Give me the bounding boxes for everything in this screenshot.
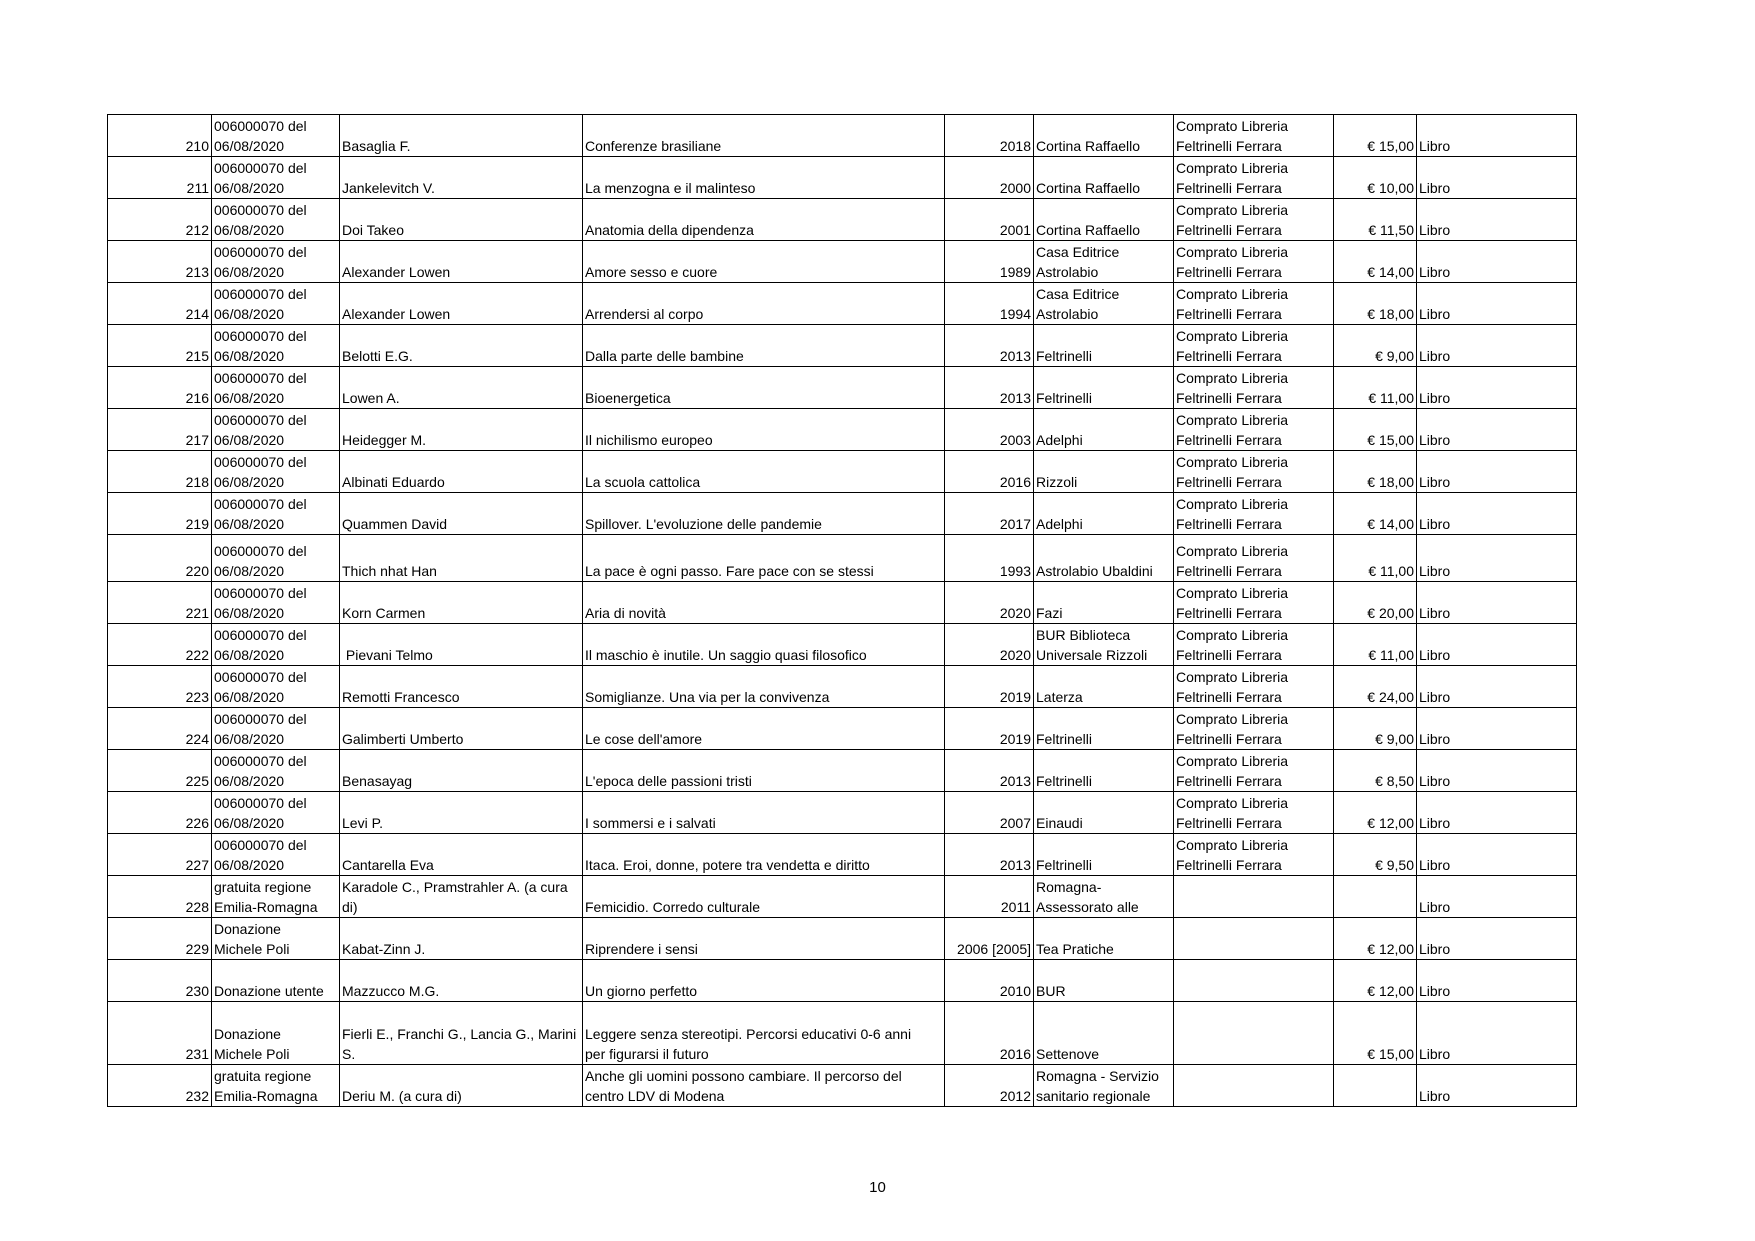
material-type-cell: Libro bbox=[1417, 157, 1577, 199]
material-type-cell: Libro bbox=[1417, 792, 1577, 834]
price-cell: € 8,50 bbox=[1334, 750, 1417, 792]
table-row bbox=[108, 624, 1577, 666]
author-cell: Mazzucco M.G. bbox=[340, 960, 583, 1002]
price-cell bbox=[1334, 876, 1417, 918]
row-number-cell: 224 bbox=[108, 708, 212, 750]
price-cell: € 18,00 bbox=[1334, 451, 1417, 493]
document-ref-cell: 006000070 del 06/08/2020 bbox=[212, 451, 340, 493]
document-ref-cell: 006000070 del 06/08/2020 bbox=[212, 708, 340, 750]
book-title-cell: Le cose dell'amore bbox=[583, 708, 945, 750]
price-cell: € 15,00 bbox=[1334, 1002, 1417, 1065]
book-title-cell: Riprendere i sensi bbox=[583, 918, 945, 960]
acquisition-source-cell: Comprato Libreria Feltrinelli Ferrara bbox=[1174, 624, 1334, 666]
acquisition-source-cell: Comprato Libreria Feltrinelli Ferrara bbox=[1174, 199, 1334, 241]
publisher-cell: Laterza bbox=[1034, 666, 1174, 708]
document-ref-cell: gratuita regione Emilia-Romagna bbox=[212, 1065, 340, 1107]
price-cell: € 24,00 bbox=[1334, 666, 1417, 708]
material-type-cell: Libro bbox=[1417, 241, 1577, 283]
acquisition-source-cell: Comprato Libreria Feltrinelli Ferrara bbox=[1174, 157, 1334, 199]
book-title-cell: L'epoca delle passioni tristi bbox=[583, 750, 945, 792]
publisher-cell: Feltrinelli bbox=[1034, 708, 1174, 750]
publisher-cell: Cortina Raffaello bbox=[1034, 115, 1174, 157]
row-number-cell: 212 bbox=[108, 199, 212, 241]
document-ref-cell: 006000070 del 06/08/2020 bbox=[212, 666, 340, 708]
book-title-cell: Anche gli uomini possono cambiare. Il percorso del centro LDV di Modena bbox=[583, 1065, 945, 1107]
year-cell: 2017 bbox=[945, 493, 1034, 535]
acquisition-source-cell: Comprato Libreria Feltrinelli Ferrara bbox=[1174, 367, 1334, 409]
price-cell: € 9,00 bbox=[1334, 325, 1417, 367]
row-number-cell: 221 bbox=[108, 582, 212, 624]
row-number-cell: 219 bbox=[108, 493, 212, 535]
acquisition-source-cell: Comprato Libreria Feltrinelli Ferrara bbox=[1174, 283, 1334, 325]
document-ref-cell: 006000070 del 06/08/2020 bbox=[212, 582, 340, 624]
row-number-cell: 213 bbox=[108, 241, 212, 283]
table-row bbox=[108, 792, 1577, 834]
table-row bbox=[108, 834, 1577, 876]
author-cell: Remotti Francesco bbox=[340, 666, 583, 708]
acquisition-source-cell: Comprato Libreria Feltrinelli Ferrara bbox=[1174, 792, 1334, 834]
author-cell: Alexander Lowen bbox=[340, 283, 583, 325]
row-number-cell: 227 bbox=[108, 834, 212, 876]
row-number-cell: 228 bbox=[108, 876, 212, 918]
material-type-cell: Libro bbox=[1417, 199, 1577, 241]
table-row bbox=[108, 918, 1577, 960]
acquisition-source-cell: Comprato Libreria Feltrinelli Ferrara bbox=[1174, 241, 1334, 283]
row-number-cell: 226 bbox=[108, 792, 212, 834]
year-cell: 2016 bbox=[945, 1002, 1034, 1065]
author-cell: Basaglia F. bbox=[340, 115, 583, 157]
price-cell: € 12,00 bbox=[1334, 918, 1417, 960]
year-cell: 1994 bbox=[945, 283, 1034, 325]
material-type-cell: Libro bbox=[1417, 918, 1577, 960]
year-cell: 1989 bbox=[945, 241, 1034, 283]
acquisition-source-cell bbox=[1174, 918, 1334, 960]
acquisition-source-cell bbox=[1174, 876, 1334, 918]
price-cell: € 11,00 bbox=[1334, 367, 1417, 409]
author-cell: Pievani Telmo bbox=[340, 624, 583, 666]
material-type-cell: Libro bbox=[1417, 708, 1577, 750]
year-cell: 2012 bbox=[945, 1065, 1034, 1107]
publisher-cell: Romagna- Assessorato alle bbox=[1034, 876, 1174, 918]
table-row bbox=[108, 582, 1577, 624]
acquisition-source-cell: Comprato Libreria Feltrinelli Ferrara bbox=[1174, 750, 1334, 792]
table-row bbox=[108, 451, 1577, 493]
price-cell: € 11,00 bbox=[1334, 624, 1417, 666]
acquisition-source-cell: Comprato Libreria Feltrinelli Ferrara bbox=[1174, 493, 1334, 535]
document-ref-cell: 006000070 del 06/08/2020 bbox=[212, 199, 340, 241]
row-number-cell: 214 bbox=[108, 283, 212, 325]
inventory-table bbox=[107, 114, 1577, 1107]
document-ref-cell: 006000070 del 06/08/2020 bbox=[212, 535, 340, 582]
author-cell: Benasayag bbox=[340, 750, 583, 792]
table-row bbox=[108, 960, 1577, 1002]
row-number-cell: 218 bbox=[108, 451, 212, 493]
row-number-cell: 217 bbox=[108, 409, 212, 451]
publisher-cell: Adelphi bbox=[1034, 493, 1174, 535]
year-cell: 2003 bbox=[945, 409, 1034, 451]
material-type-cell: Libro bbox=[1417, 451, 1577, 493]
price-cell: € 15,00 bbox=[1334, 115, 1417, 157]
document-ref-cell: 006000070 del 06/08/2020 bbox=[212, 157, 340, 199]
row-number-cell: 211 bbox=[108, 157, 212, 199]
table-row bbox=[108, 1065, 1577, 1107]
document-ref-cell: 006000070 del 06/08/2020 bbox=[212, 834, 340, 876]
book-title-cell: Femicidio. Corredo culturale bbox=[583, 876, 945, 918]
document-ref-cell: 006000070 del 06/08/2020 bbox=[212, 283, 340, 325]
row-number-cell: 222 bbox=[108, 624, 212, 666]
row-number-cell: 231 bbox=[108, 1002, 212, 1065]
publisher-cell: BUR bbox=[1034, 960, 1174, 1002]
row-number-cell: 232 bbox=[108, 1065, 212, 1107]
author-cell: Alexander Lowen bbox=[340, 241, 583, 283]
year-cell: 2007 bbox=[945, 792, 1034, 834]
row-number-cell: 225 bbox=[108, 750, 212, 792]
book-title-cell: Conferenze brasiliane bbox=[583, 115, 945, 157]
table-row bbox=[108, 115, 1577, 157]
author-cell: Lowen A. bbox=[340, 367, 583, 409]
document-ref-cell: 006000070 del 06/08/2020 bbox=[212, 750, 340, 792]
year-cell: 2013 bbox=[945, 367, 1034, 409]
publisher-cell: Tea Pratiche bbox=[1034, 918, 1174, 960]
material-type-cell: Libro bbox=[1417, 283, 1577, 325]
document-ref-cell: 006000070 del 06/08/2020 bbox=[212, 115, 340, 157]
material-type-cell: Libro bbox=[1417, 624, 1577, 666]
author-cell: Levi P. bbox=[340, 792, 583, 834]
acquisition-source-cell: Comprato Libreria Feltrinelli Ferrara bbox=[1174, 666, 1334, 708]
price-cell: € 12,00 bbox=[1334, 792, 1417, 834]
table-row bbox=[108, 157, 1577, 199]
year-cell: 2006 [2005] bbox=[945, 918, 1034, 960]
table-row bbox=[108, 876, 1577, 918]
price-cell: € 10,00 bbox=[1334, 157, 1417, 199]
price-cell bbox=[1334, 1065, 1417, 1107]
material-type-cell: Libro bbox=[1417, 325, 1577, 367]
publisher-cell: Casa Editrice Astrolabio bbox=[1034, 283, 1174, 325]
row-number-cell: 223 bbox=[108, 666, 212, 708]
price-cell: € 9,00 bbox=[1334, 708, 1417, 750]
table-row bbox=[108, 241, 1577, 283]
publisher-cell: Rizzoli bbox=[1034, 451, 1174, 493]
price-cell: € 15,00 bbox=[1334, 409, 1417, 451]
row-number-cell: 216 bbox=[108, 367, 212, 409]
document-ref-cell: Donazione Michele Poli bbox=[212, 1002, 340, 1065]
author-cell: Deriu M. (a cura di) bbox=[340, 1065, 583, 1107]
book-title-cell: Spillover. L'evoluzione delle pandemie bbox=[583, 493, 945, 535]
author-cell: Quammen David bbox=[340, 493, 583, 535]
price-cell: € 20,00 bbox=[1334, 582, 1417, 624]
table-row bbox=[108, 1002, 1577, 1065]
price-cell: € 14,00 bbox=[1334, 241, 1417, 283]
publisher-cell: Adelphi bbox=[1034, 409, 1174, 451]
author-cell: Albinati Eduardo bbox=[340, 451, 583, 493]
table-row bbox=[108, 325, 1577, 367]
book-title-cell: La pace è ogni passo. Fare pace con se stessi bbox=[583, 535, 945, 582]
document-ref-cell: 006000070 del 06/08/2020 bbox=[212, 792, 340, 834]
year-cell: 2011 bbox=[945, 876, 1034, 918]
document-ref-cell: 006000070 del 06/08/2020 bbox=[212, 367, 340, 409]
material-type-cell: Libro bbox=[1417, 582, 1577, 624]
acquisition-source-cell: Comprato Libreria Feltrinelli Ferrara bbox=[1174, 582, 1334, 624]
material-type-cell: Libro bbox=[1417, 960, 1577, 1002]
material-type-cell: Libro bbox=[1417, 666, 1577, 708]
author-cell: Karadole C., Pramstrahler A. (a cura di) bbox=[340, 876, 583, 918]
inventory-sheet bbox=[107, 114, 1577, 1107]
book-title-cell: Bioenergetica bbox=[583, 367, 945, 409]
table-row bbox=[108, 535, 1577, 582]
year-cell: 2013 bbox=[945, 750, 1034, 792]
author-cell: Fierli E., Franchi G., Lancia G., Marini S. bbox=[340, 1002, 583, 1065]
year-cell: 2019 bbox=[945, 666, 1034, 708]
table-row bbox=[108, 367, 1577, 409]
row-number-cell: 229 bbox=[108, 918, 212, 960]
book-title-cell: Dalla parte delle bambine bbox=[583, 325, 945, 367]
acquisition-source-cell bbox=[1174, 960, 1334, 1002]
row-number-cell: 210 bbox=[108, 115, 212, 157]
acquisition-source-cell: Comprato Libreria Feltrinelli Ferrara bbox=[1174, 708, 1334, 750]
document-ref-cell: Donazione Michele Poli bbox=[212, 918, 340, 960]
acquisition-source-cell: Comprato Libreria Feltrinelli Ferrara bbox=[1174, 115, 1334, 157]
book-title-cell: Leggere senza stereotipi. Percorsi educativi 0-6 anni per figurarsi il futuro bbox=[583, 1002, 945, 1065]
document-ref-cell: 006000070 del 06/08/2020 bbox=[212, 493, 340, 535]
author-cell: Belotti E.G. bbox=[340, 325, 583, 367]
year-cell: 2020 bbox=[945, 582, 1034, 624]
publisher-cell: Feltrinelli bbox=[1034, 750, 1174, 792]
book-title-cell: Arrendersi al corpo bbox=[583, 283, 945, 325]
year-cell: 2010 bbox=[945, 960, 1034, 1002]
author-cell: Cantarella Eva bbox=[340, 834, 583, 876]
publisher-cell: Feltrinelli bbox=[1034, 367, 1174, 409]
table-row bbox=[108, 750, 1577, 792]
book-title-cell: Il nichilismo europeo bbox=[583, 409, 945, 451]
material-type-cell: Libro bbox=[1417, 409, 1577, 451]
year-cell: 2013 bbox=[945, 325, 1034, 367]
material-type-cell: Libro bbox=[1417, 750, 1577, 792]
price-cell: € 12,00 bbox=[1334, 960, 1417, 1002]
publisher-cell: Settenove bbox=[1034, 1002, 1174, 1065]
acquisition-source-cell: Comprato Libreria Feltrinelli Ferrara bbox=[1174, 325, 1334, 367]
inventory-rows bbox=[108, 115, 1577, 1107]
document-ref-cell: 006000070 del 06/08/2020 bbox=[212, 409, 340, 451]
material-type-cell: Libro bbox=[1417, 535, 1577, 582]
publisher-cell: Cortina Raffaello bbox=[1034, 157, 1174, 199]
author-cell: Jankelevitch V. bbox=[340, 157, 583, 199]
publisher-cell: Cortina Raffaello bbox=[1034, 199, 1174, 241]
document-ref-cell: 006000070 del 06/08/2020 bbox=[212, 624, 340, 666]
publisher-cell: Feltrinelli bbox=[1034, 325, 1174, 367]
acquisition-source-cell: Comprato Libreria Feltrinelli Ferrara bbox=[1174, 409, 1334, 451]
price-cell: € 11,00 bbox=[1334, 535, 1417, 582]
document-ref-cell: Donazione utente bbox=[212, 960, 340, 1002]
material-type-cell: Libro bbox=[1417, 1002, 1577, 1065]
year-cell: 2016 bbox=[945, 451, 1034, 493]
table-row bbox=[108, 708, 1577, 750]
material-type-cell: Libro bbox=[1417, 493, 1577, 535]
publisher-cell: Romagna - Servizio sanitario regionale bbox=[1034, 1065, 1174, 1107]
publisher-cell: BUR Biblioteca Universale Rizzoli bbox=[1034, 624, 1174, 666]
table-row bbox=[108, 409, 1577, 451]
document-ref-cell: 006000070 del 06/08/2020 bbox=[212, 241, 340, 283]
author-cell: Galimberti Umberto bbox=[340, 708, 583, 750]
author-cell: Heidegger M. bbox=[340, 409, 583, 451]
year-cell: 2000 bbox=[945, 157, 1034, 199]
publisher-cell: Casa Editrice Astrolabio bbox=[1034, 241, 1174, 283]
price-cell: € 14,00 bbox=[1334, 493, 1417, 535]
author-cell: Doi Takeo bbox=[340, 199, 583, 241]
book-title-cell: Aria di novità bbox=[583, 582, 945, 624]
document-ref-cell: 006000070 del 06/08/2020 bbox=[212, 325, 340, 367]
publisher-cell: Feltrinelli bbox=[1034, 834, 1174, 876]
table-row bbox=[108, 199, 1577, 241]
material-type-cell: Libro bbox=[1417, 115, 1577, 157]
table-row bbox=[108, 493, 1577, 535]
book-title-cell: Il maschio è inutile. Un saggio quasi filosofico bbox=[583, 624, 945, 666]
material-type-cell: Libro bbox=[1417, 1065, 1577, 1107]
page-number: 10 bbox=[869, 1179, 886, 1196]
book-title-cell: Anatomia della dipendenza bbox=[583, 199, 945, 241]
author-cell: Thich nhat Han bbox=[340, 535, 583, 582]
material-type-cell: Libro bbox=[1417, 834, 1577, 876]
book-title-cell: Un giorno perfetto bbox=[583, 960, 945, 1002]
row-number-cell: 220 bbox=[108, 535, 212, 582]
acquisition-source-cell: Comprato Libreria Feltrinelli Ferrara bbox=[1174, 451, 1334, 493]
year-cell: 1993 bbox=[945, 535, 1034, 582]
publisher-cell: Einaudi bbox=[1034, 792, 1174, 834]
year-cell: 2019 bbox=[945, 708, 1034, 750]
book-title-cell: I sommersi e i salvati bbox=[583, 792, 945, 834]
author-cell: Korn Carmen bbox=[340, 582, 583, 624]
book-title-cell: Somiglianze. Una via per la convivenza bbox=[583, 666, 945, 708]
price-cell: € 9,50 bbox=[1334, 834, 1417, 876]
acquisition-source-cell bbox=[1174, 1065, 1334, 1107]
book-title-cell: La menzogna e il malinteso bbox=[583, 157, 945, 199]
year-cell: 2018 bbox=[945, 115, 1034, 157]
acquisition-source-cell: Comprato Libreria Feltrinelli Ferrara bbox=[1174, 834, 1334, 876]
row-number-cell: 215 bbox=[108, 325, 212, 367]
year-cell: 2001 bbox=[945, 199, 1034, 241]
material-type-cell: Libro bbox=[1417, 876, 1577, 918]
document-ref-cell: gratuita regione Emilia-Romagna bbox=[212, 876, 340, 918]
publisher-cell: Astrolabio Ubaldini bbox=[1034, 535, 1174, 582]
publisher-cell: Fazi bbox=[1034, 582, 1174, 624]
acquisition-source-cell: Comprato Libreria Feltrinelli Ferrara bbox=[1174, 535, 1334, 582]
price-cell: € 11,50 bbox=[1334, 199, 1417, 241]
table-row bbox=[108, 283, 1577, 325]
book-title-cell: Itaca. Eroi, donne, potere tra vendetta e diritto bbox=[583, 834, 945, 876]
author-cell: Kabat-Zinn J. bbox=[340, 918, 583, 960]
year-cell: 2013 bbox=[945, 834, 1034, 876]
price-cell: € 18,00 bbox=[1334, 283, 1417, 325]
book-title-cell: Amore sesso e cuore bbox=[583, 241, 945, 283]
book-title-cell: La scuola cattolica bbox=[583, 451, 945, 493]
acquisition-source-cell bbox=[1174, 1002, 1334, 1065]
year-cell: 2020 bbox=[945, 624, 1034, 666]
table-row bbox=[108, 666, 1577, 708]
material-type-cell: Libro bbox=[1417, 367, 1577, 409]
row-number-cell: 230 bbox=[108, 960, 212, 1002]
